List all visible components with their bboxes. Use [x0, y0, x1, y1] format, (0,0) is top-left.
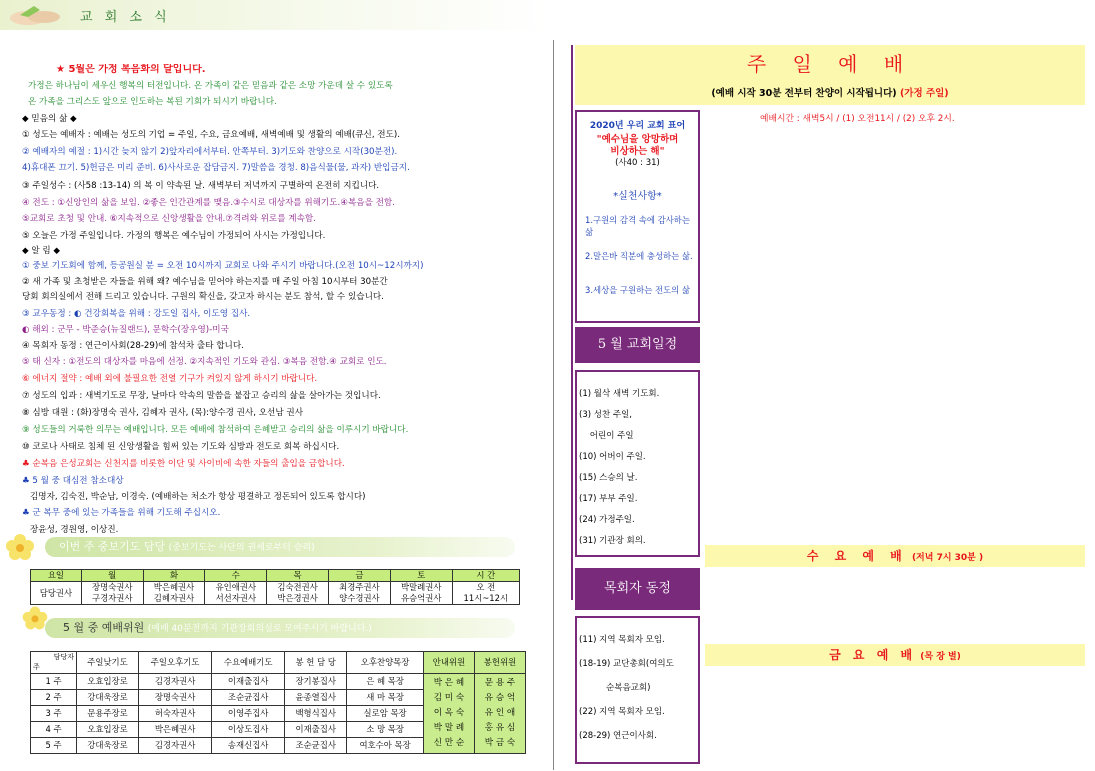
worship-band-title: 5 월 중 예배위원: [63, 621, 145, 634]
table-cell: 조순균집사: [212, 690, 285, 706]
table-header: 시 간: [452, 570, 519, 582]
table-header: 안내위원: [423, 652, 474, 674]
duty-band-title: 이번 주 중보기도 담당: [59, 540, 166, 553]
notice-line: ③ 교우동정 : ◐ 건강회복을 위해 : 강도일 집사, 이도영 집사.: [22, 309, 251, 319]
notice-line: ④ 목회자 동정 : 연근이사회(28-29)에 참석차 출타 합니다.: [22, 341, 244, 351]
usher-name: 이 옥 숙: [433, 708, 465, 718]
table-cell: 오효입장로: [77, 674, 139, 690]
table-cell: [205, 582, 267, 605]
table-cell: 여호수아 목장: [347, 738, 424, 754]
wednesday-time: (저녁 7시 30분 ): [911, 553, 984, 563]
newsletter-header: [0, 0, 550, 30]
schedule-list: [579, 384, 659, 552]
table-header: 주일오후기도: [139, 652, 212, 674]
table-header: 요일: [31, 570, 82, 582]
faith-line: ② 예배자의 예절 : 1)시간 늦지 않기 2)앞자리에서부터. 안쪽부터. 3)기도와 찬양으로 시작(30분전).: [22, 147, 398, 157]
table-header: 목: [267, 570, 329, 582]
pastor-item: (11) 지역 목회자 모임.: [579, 635, 665, 645]
corner-top: 담당자: [53, 653, 74, 661]
table-cell: [390, 582, 452, 605]
cell-line: 박은혜권사: [153, 582, 195, 592]
table-header: 봉헌위원: [474, 652, 525, 674]
table-cell: 담당권사: [31, 582, 82, 605]
table-header: 토: [390, 570, 452, 582]
table-row: [31, 652, 526, 674]
table-cell: 은 혜 목장: [347, 674, 424, 690]
cell-line: 11시~12시: [463, 593, 509, 603]
table-cell: 실로암 목장: [347, 706, 424, 722]
table-cell: 강대욱장로: [77, 690, 139, 706]
pastor-title: 목회자 동정: [575, 568, 700, 610]
friday-subtitle: (목 장 별): [920, 652, 961, 662]
notice-line: ⑩ 코로나 사태로 침체 된 신앙생활을 힘써 있는 기도와 심방과 전도로 회복 하십시다.: [22, 442, 340, 452]
faith-line: 4)휴대폰 끄기. 5)헌금은 미리 준비. 6)사사로운 잡담금지. 7)말씀을 경청. 8)음식물(물, 과자) 반입금지.: [22, 163, 410, 173]
sunday-title: 주 일 예 배: [575, 45, 1085, 83]
table-header: 봉 헌 담 당: [285, 652, 347, 674]
table-cell: [329, 582, 391, 605]
table-cell: 장명숙권사: [139, 690, 212, 706]
notice-line: ① 중보 기도회에 함께, 등공원실 분 = 오전 10시까지 교회로 나와 주시기 바랍니다.(오전 10시~12시까지): [22, 261, 424, 271]
practice-title: *실천사항*: [613, 191, 662, 202]
table-cell: 4 주: [31, 722, 77, 738]
cell-line: 김혜자권사: [153, 593, 195, 603]
practice-item: 1.구원의 감격 속에 감사하는 삶: [585, 215, 690, 237]
table-cell: 박은혜권사: [139, 722, 212, 738]
table-cell: 3 주: [31, 706, 77, 722]
military-heading: ♣ 군 복무 중에 있는 가족들을 위해 기도해 주십시오.: [22, 508, 221, 518]
faith-line: ① 성도는 예배자 : 예배는 성도의 기업 = 주일, 수요, 금요예배, 새벽예배 및 생활의 예배(큐신, 전도).: [22, 130, 400, 140]
table-header: 오후찬양목장: [347, 652, 424, 674]
table-row: [31, 570, 520, 582]
table-cell: 백형식집사: [285, 706, 347, 722]
table-cell: 오효입장로: [77, 722, 139, 738]
header-title: 교 회 소 식: [80, 10, 171, 25]
table-cell: 이재출집사: [285, 722, 347, 738]
service-times: 예배시간 : 새벽5시 / (1) 오전11시 / (2) 오후 2시.: [760, 114, 955, 124]
cell-line: 오 전: [476, 582, 496, 592]
column-divider: [553, 40, 554, 770]
notice-line: ◐ 해외 : 군무 - 박준승(뉴질랜드), 문학수(장우영)-미국: [22, 325, 229, 335]
cell-line: 박은경권사: [277, 593, 318, 603]
wednesday-bar: [705, 545, 1085, 567]
table-cell: 송재신집사: [212, 738, 285, 754]
motto-line: 비상하는 해": [610, 146, 665, 157]
duty-table: [30, 569, 520, 605]
schedule-item: 어린이 주일: [579, 431, 634, 441]
prayer-heading: ♣ 5 월 중 대심전 참소대상: [22, 476, 124, 486]
table-cell: 소 망 목장: [347, 722, 424, 738]
table-cell: 조순균집사: [285, 738, 347, 754]
usher-name: 박 은 혜: [433, 678, 465, 688]
wednesday-title: 수 요 예 배: [806, 549, 908, 563]
sunday-notice: (예배 시작 30분 전부터 찬양이 시작됩니다): [711, 88, 897, 99]
notice-line: ♣ 순복음 은성교회는 신천지를 비롯한 이단 및 사이비에 속한 자들의 출입을 금합니다.: [22, 459, 345, 469]
prayer-names: 김명자, 김숙진, 박순남, 이경숙. (예배하는 처소가 항상 평결하고 정돈되어 있도록 합시다): [30, 492, 366, 502]
cell-line: 서선자권사: [215, 593, 257, 603]
notice-line: ⑨ 성도들의 거룩한 의무는 예배입니다. 모든 예배에 참석하여 은혜받고 승리의 삶을 이루시기 바랍니다.: [22, 425, 409, 435]
motto-line: "예수님을 앙망하며: [596, 134, 679, 145]
motto-year: 2020년 우리 교회 표어: [589, 121, 686, 131]
military-names: 장윤성, 경원영, 이상진.: [30, 525, 119, 535]
intro-line: 온 가족을 그리스도 앞으로 인도하는 복된 기회가 되시기 바랍니다.: [28, 97, 277, 107]
pastor-item: (28-29) 연근이사회.: [579, 731, 657, 741]
table-corner: [31, 652, 77, 674]
table-header: 수: [205, 570, 267, 582]
notice-line: ⑦ 성도의 입과 : 새벽기도로 무장, 날마다 악속의 말씀을 붙잡고 승리의 삶을 살아가는 것입니다.: [22, 391, 381, 401]
cell-line: 장명숙권사: [91, 582, 133, 592]
offering-name: 홍 유 심: [484, 723, 516, 733]
notice-line: ⑧ 심방 대원 : (화)장명숙 권사, 김혜자 권사, (목):양수경 권사, 오선남 권사: [22, 408, 303, 418]
worship-band: [45, 618, 515, 638]
table-cell: 5 주: [31, 738, 77, 754]
offering-name: 박 금 숙: [484, 738, 516, 748]
schedule-item: (3) 성찬 주일,: [579, 410, 632, 420]
worship-table: [30, 651, 526, 754]
notice-line: ⑤ 태 신자 : ①전도의 대상자를 마음에 선정. ②지속적인 기도와 관심. ③복음 전함.④ 교회로 인도.: [22, 357, 387, 367]
table-cell: 1 주: [31, 674, 77, 690]
flower-icon: [3, 532, 37, 562]
table-header: 월: [81, 570, 143, 582]
table-row: [31, 674, 526, 690]
schedule-title: 5 월 교회일정: [575, 327, 700, 363]
pastor-list: [579, 628, 674, 748]
cell-line: 최경주권사: [339, 582, 380, 592]
offering-cell: [474, 674, 525, 754]
notice-line: ② 새 가족 및 초청받은 자들을 위해 왜? 예수님을 믿어야 하는지를 매 주일 아침 10시부터 30분간: [22, 277, 388, 287]
faith-line: ⑤교회로 초청 및 안내. ⑥지속적으로 신앙생활을 안내.⑦격려와 위로를 계속함.: [22, 214, 316, 224]
pastor-item: 순복음교회): [579, 683, 651, 693]
usher-name: 박 말 례: [433, 723, 465, 733]
table-cell: [81, 582, 143, 605]
practice-item: 3.세상을 구원하는 전도의 삶: [585, 285, 690, 295]
friday-title: 금 요 예 배: [829, 648, 917, 662]
ushers-cell: [423, 674, 474, 754]
table-cell: [452, 582, 519, 605]
table-header: 화: [143, 570, 205, 582]
intro-line: 가정은 하나님이 세우신 행복의 터전입니다. 온 가족이 같은 믿음과 같은 소망 가운데 살 수 있도록: [28, 81, 393, 91]
table-cell: 김경자권사: [139, 738, 212, 754]
worship-band-subtitle: (예배 40분전까지 기관장회의실로 모여주시기 바랍니다.): [147, 624, 372, 634]
table-cell: 김경자권사: [139, 674, 212, 690]
offering-name: 유 인 애: [484, 708, 516, 718]
schedule-item: (17) 부부 주일.: [579, 494, 638, 504]
table-cell: 윤종열집사: [285, 690, 347, 706]
sunday-notice-tag: (가정 주일): [899, 88, 949, 99]
table-cell: 이재출집사: [212, 674, 285, 690]
faith-heading: ◆ 믿음의 삶 ◆: [22, 114, 77, 124]
cell-line: 유승억권사: [400, 593, 442, 603]
motto-reference: (사40 : 31): [615, 158, 660, 168]
offering-name: 문 용 주: [484, 678, 516, 688]
usher-name: 김 미 숙: [433, 693, 465, 703]
table-cell: 새 마 목장: [347, 690, 424, 706]
cell-line: 김숙전권사: [277, 582, 318, 592]
schedule-box: [575, 370, 700, 557]
notice-line: 당회 회의실에서 전해 드리고 있습니다. 구원의 확신을, 갖고자 하시는 분도 참석, 할 수 있습니다.: [22, 292, 384, 302]
usher-name: 신 만 순: [433, 738, 465, 748]
duty-band-subtitle: (중보기도는 사단의 권세로부터 승리): [168, 543, 315, 553]
table-cell: 이영주집사: [212, 706, 285, 722]
table-header: 수요예배기도: [212, 652, 285, 674]
headline: ★ 5월은 가정 복음화의 달입니다.: [56, 64, 206, 75]
friday-bar: [705, 644, 1085, 666]
table-cell: 2 주: [31, 690, 77, 706]
faith-line: ④ 전도 : ①신앙인의 삶을 보임. ②좋은 인간관계를 맺음.③수시로 대상자를 위해기도.④복음을 전함.: [22, 198, 395, 208]
table-cell: [143, 582, 205, 605]
pastor-item: (22) 지역 목회자 모임.: [579, 707, 665, 717]
schedule-item: (31) 기관장 회의.: [579, 536, 646, 546]
cell-line: 양수경권사: [339, 593, 380, 603]
notice-heading: ◆ 알 림 ◆: [22, 246, 61, 256]
notice-line: ⑥ 에너지 절약 : 예배 외에 불필요한 전열 기구가 켜있지 않게 하시기 바랍니다.: [22, 374, 318, 384]
duty-band: [45, 537, 515, 557]
pastor-box: [575, 616, 700, 764]
schedule-item: (24) 가정주일.: [579, 515, 635, 525]
faith-line: ⑤ 오늘은 가정 주일입니다. 가정의 행복은 예수님이 가정되어 사시는 가정입니다.: [22, 231, 326, 241]
schedule-item: (1) 월삭 새벽 기도회.: [579, 389, 660, 399]
table-cell: [267, 582, 329, 605]
practice-item: 2.말은바 직분에 충성하는 삶.: [585, 251, 693, 261]
table-cell: 강대욱장로: [77, 738, 139, 754]
hands-icon: [6, 2, 66, 28]
motto-box: [575, 110, 700, 323]
table-cell: 이상도집사: [212, 722, 285, 738]
table-header: 금: [329, 570, 391, 582]
schedule-item: (10) 어버이 주일.: [579, 452, 646, 462]
faith-line: ③ 주일성수 : (사58 :13-14) 의 복 이 약속된 날. 새벽부터 저녁까지 구별하여 온전히 지킵니다.: [22, 181, 380, 191]
cell-line: 유인애권사: [215, 582, 257, 592]
cell-line: 박말례권사: [400, 582, 442, 592]
table-cell: 허숙자권사: [139, 706, 212, 722]
schedule-item: (15) 스승의 날.: [579, 473, 638, 483]
sunday-notice-bar: [575, 83, 1085, 105]
middle-rule: [571, 45, 573, 600]
table-header: 주일낮기도: [77, 652, 139, 674]
offering-name: 유 승 억: [484, 693, 516, 703]
cell-line: 구경자권사: [91, 593, 133, 603]
table-cell: 장기봉집사: [285, 674, 347, 690]
table-cell: 문용주장로: [77, 706, 139, 722]
table-row: [31, 582, 520, 605]
corner-bottom: 주: [33, 663, 40, 671]
pastor-item: (18-19) 교단총회(여의도: [579, 659, 674, 669]
